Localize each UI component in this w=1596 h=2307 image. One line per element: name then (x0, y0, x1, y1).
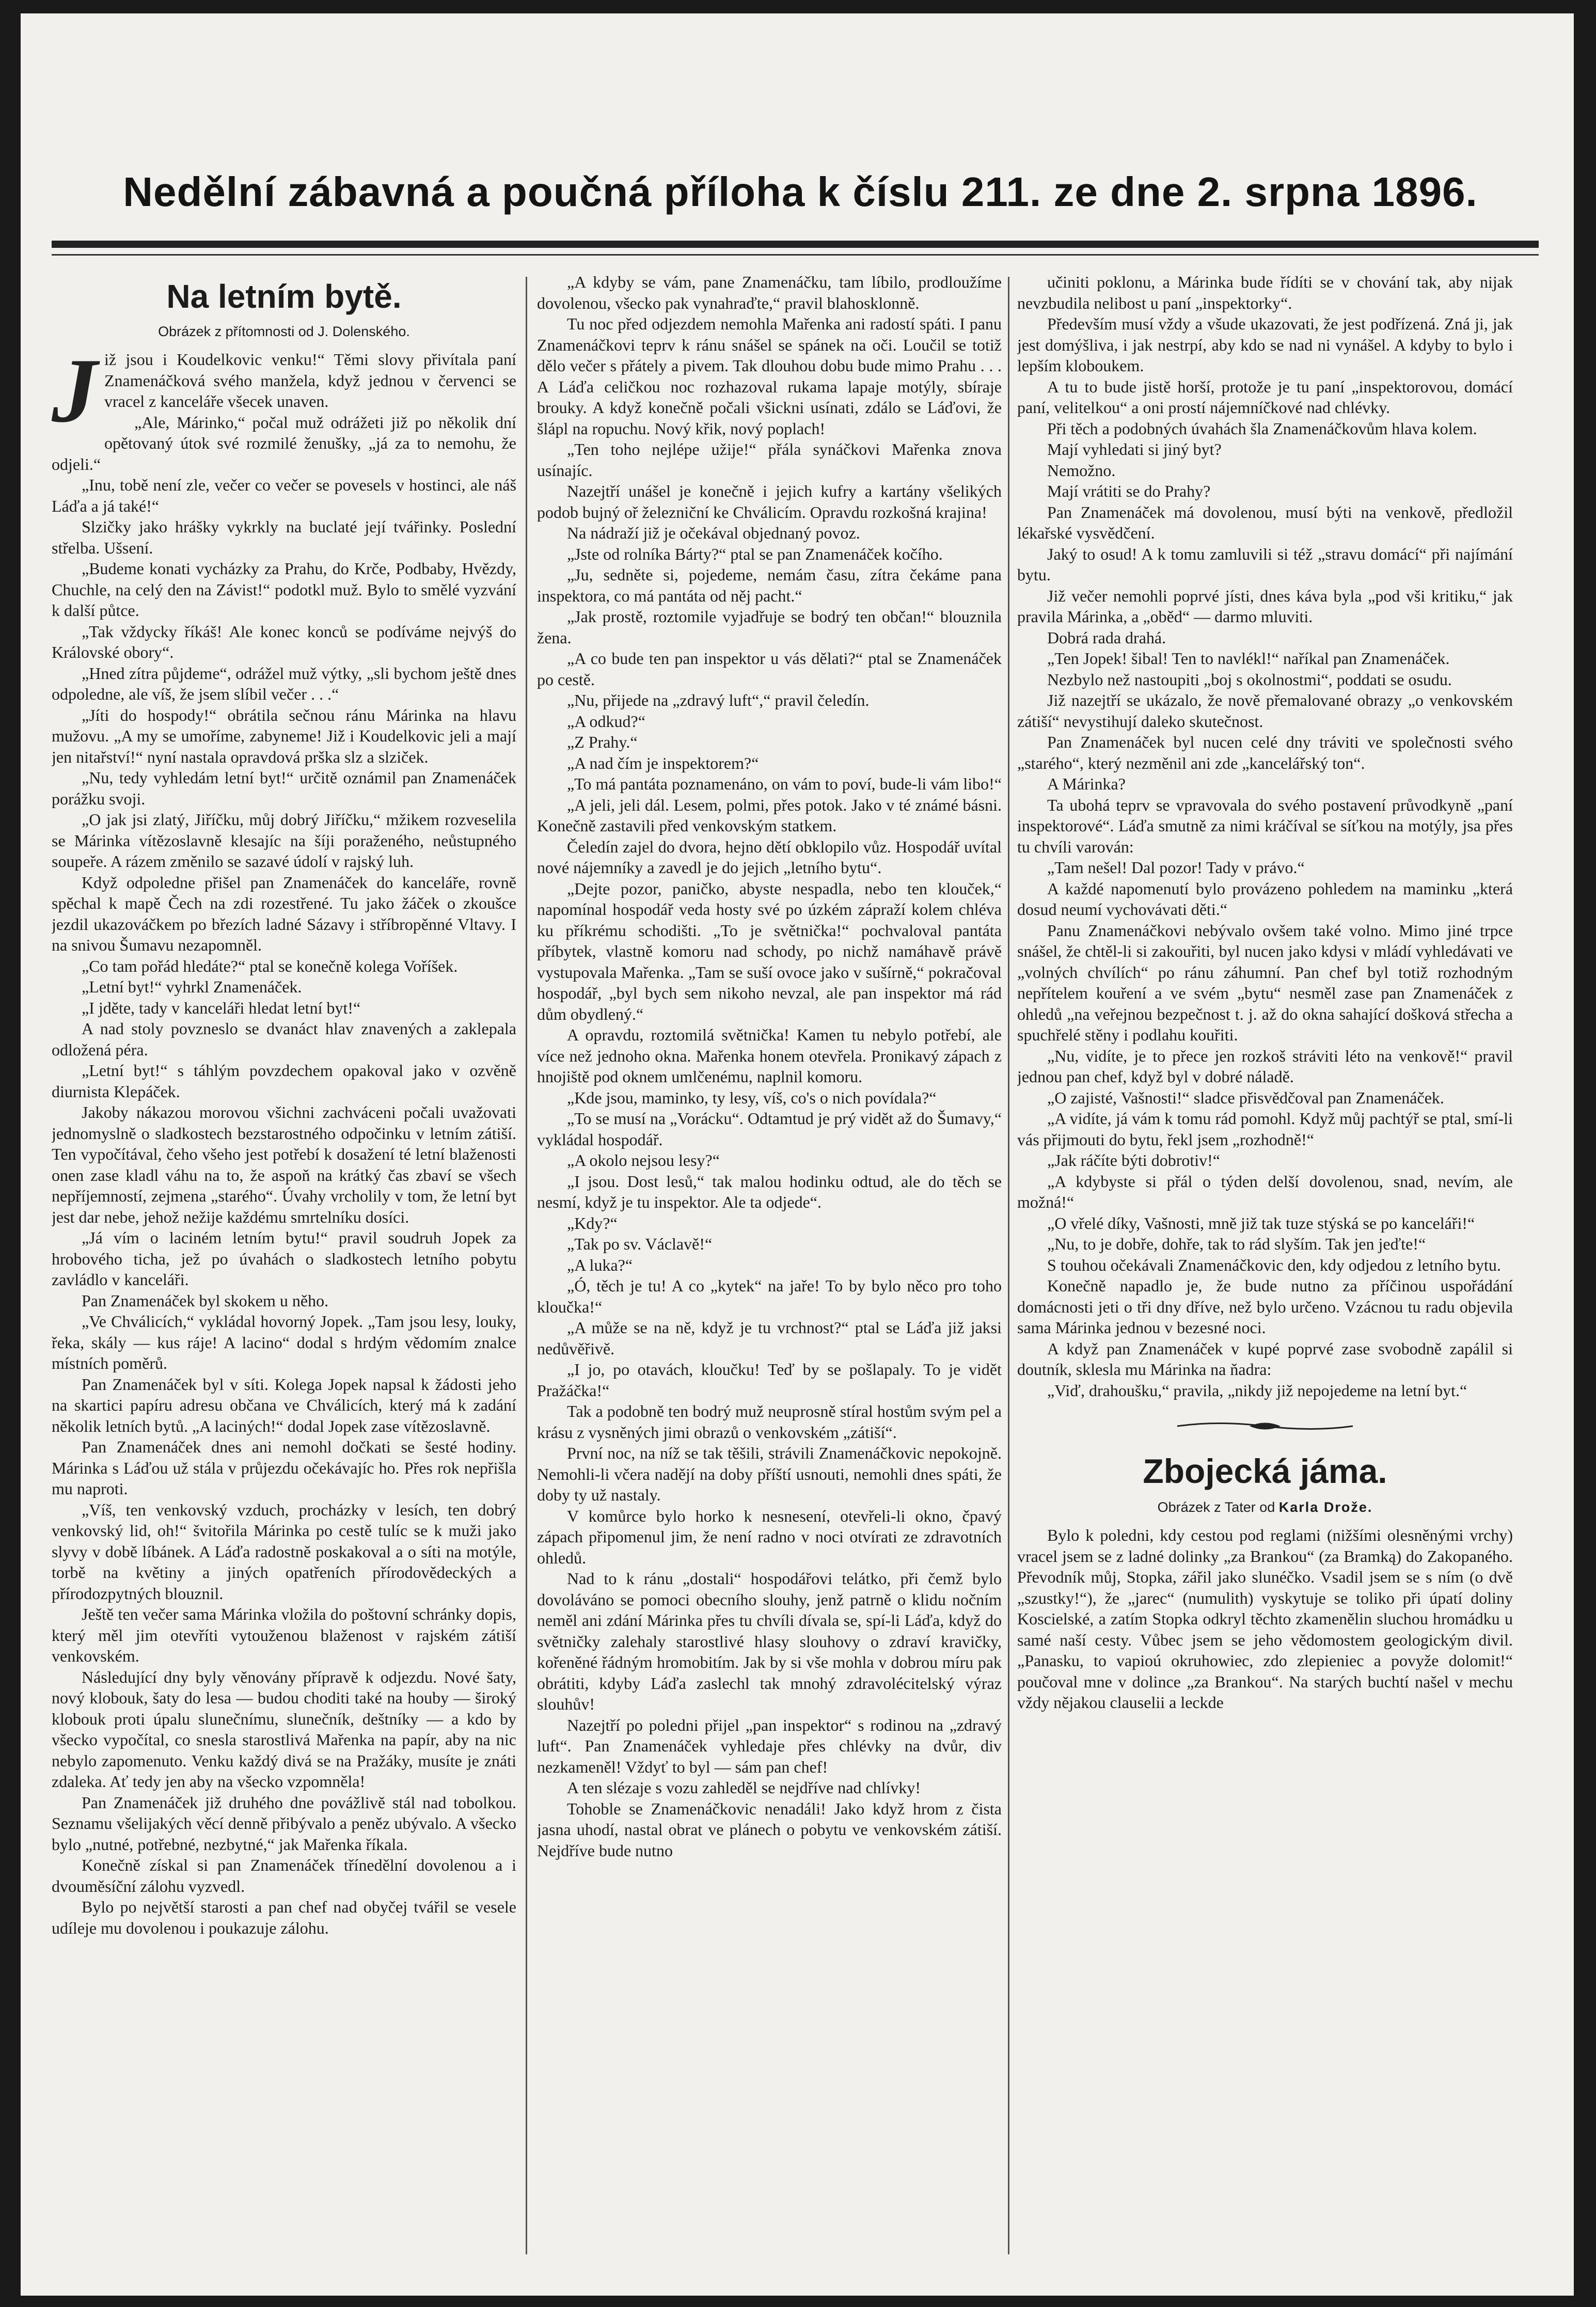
paragraph: „Co tam pořád hledáte?“ ptal se konečně kolega Voříšek. (82, 956, 458, 975)
paragraph: „Jak prostě, roztomile vyjadřuje se bodrý ten občan!“ blouznila žena. (537, 607, 1002, 647)
paragraph: Nad to k ránu „dostali“ hospodářovi telátko, při čemž bylo dovoláváno se pomoci obecního slouhy, jenž patrně o klidu nočním neměl ani zdání Márinka přes tu chvíli dívala se, spí-li Láďa, když do světničky zalehaly starostlivé hlasy slouhovy o zdraví kravičky, kořeněné řádným hromobitím. Jak by si vše mohla v dobrou míru pak obrátiti, kdyby Láďa zaslechl tak mnohý zdravolécitelský výraz slouhův! (537, 1569, 1002, 1713)
paragraph: Pan Znamenáček byl skokem u něho. (82, 1291, 329, 1310)
paragraph: „Viď, drahoušku,“ pravila, „nikdy již nepojedeme na letní byt.“ (1047, 1381, 1467, 1400)
paragraph: Již večer nemohli poprvé jísti, dnes káva byla „pod vši kritiku,“ jak pravila Márinka, a „oběd“ — darmo mluviti. (1017, 586, 1513, 626)
newspaper-page (21, 13, 1574, 2296)
paragraph: Konečně napadlo je, že bude nutno za příčinou uspořádání domácnosti jeti o tři dny dříve, než bylo určeno. Vzácnou tu radu objevila sama Márinka jednou v bezesné noci. (1017, 1276, 1513, 1337)
paragraph: Bylo po největší starosti a pan chef nad obyčej tvářil se vesele udíleje mu dovolenou i poukazuje zálohu. (52, 1898, 516, 1937)
lead-text: iž jsou i Koudelkovic venku!“ Těmi slovy přivítala paní Znamenáčková svého manžela, když jednou v červenci se vracel z kanceláře všecek unaven. (104, 350, 516, 410)
masthead: Nedělní zábavná a poučná příloha k číslu 211. ze dne 2. srpna 1896. (123, 169, 1478, 215)
paragraph: „A okolo nejsou lesy?“ (567, 1151, 720, 1170)
paragraph: „Letní byt!“ s táhlým povzdechem opakoval jako v ozvěně diurnista Klepáček. (52, 1061, 516, 1101)
paragraph: „I jsou. Dost lesů,“ tak malou hodinku odtud, ale do těch se nesmí, když je tu inspektor. Ale ta odjede“. (537, 1172, 1002, 1211)
paragraph: „I jděte, tady v kanceláři hledat letní byt!“ (82, 998, 361, 1017)
paragraph: Na nádraží již je očekával objednaný povoz. (567, 524, 860, 542)
paragraph: Pan Znamenáček byl v síti. Kolega Jopek napsal k žádosti jeho na skartici papíru adresu občana ve Chválicích, který má k zadání několik letních bytů. „A laciných!“ dodal Jopek zase vítězoslavně. (52, 1374, 516, 1435)
column-divider-1 (526, 277, 527, 2254)
paragraph: „Ve Chválicích,“ vykládal hovorný Jopek. „Tam jsou lesy, louky, řeka, skály — kus ráje! A lacino“ dodal s hrdým vědomím znalce místních poměrů. (52, 1312, 516, 1372)
article-2-author: Karla Drože. (1278, 1499, 1373, 1515)
paragraph: „Nu, tedy vyhledám letní byt!“ určitě oznámil pan Znamenáček porážku svoji. (52, 768, 516, 808)
paragraph: „Letní byt!“ vyhrkl Znamenáček. (82, 977, 302, 996)
paragraph: V komůrce bylo horko k nesnesení, otevřeli-li okno, čpavý zápach připomenul jim, že není radno v noci otvírati ze zdravotních ohledů. (537, 1506, 1002, 1567)
paragraph: „Tak vždycky říkáš! Ale konec konců se podíváme nejvýš do Královské obory“. (52, 622, 516, 661)
paragraph: „A kdybyste si přál o týden delší dovolenou, snad, nevím, ale možná!“ (1017, 1172, 1513, 1211)
paragraph: Již nazejtří se ukázalo, že nově přemalované obrazy „o venkovském zátiší“ nevystihují daleko skutečnost. (1017, 691, 1513, 731)
paragraph: Nemožno. (1047, 461, 1116, 480)
paragraph: učiniti poklonu, a Márinka bude řídíti se v chování tak, aby nijak nevzbudila nelibost u paní „inspektorky“. (1017, 273, 1513, 312)
paragraph: „A luka?“ (567, 1255, 633, 1274)
paragraph: Slzičky jako hrášky vykrkly na buclaté její tvářinky. Poslední střelba. Ušsení. (52, 517, 516, 557)
paragraph: „Jste od rolníka Bárty?“ ptal se pan Znamenáček kočího. (567, 544, 943, 563)
paragraph: „Inu, tobě není zle, večer co večer se povesels v hostinci, ale náš Láďa a já také!“ (52, 476, 516, 515)
paragraph: „Hned zítra půjdeme“, odrážel muž výtky, „sli bychom ještě dnes odpoledne, ale víš, že jsem slíbil večer . . .“ (52, 663, 516, 703)
column-2-body (537, 272, 1002, 1861)
article-title: Na letním bytě. (166, 278, 402, 315)
paragraph: „Kdy?“ (567, 1213, 618, 1232)
section-divider (1017, 1418, 1513, 1434)
paragraph: „Ó, těch je tu! A co „kytek“ na jaře! To by bylo něco pro toho kloučka!“ (537, 1276, 1002, 1316)
paragraph: A Márinka? (1047, 775, 1126, 793)
paragraph: Jakoby nákazou morovou všichni zachváceni počali uvažovati jednomyslně o sladkostech bezstarostného odpočinku v letním zátiší. Ten vypočítával, čeho všeho jest potřebí k dosažení té letní blaženosti onen zase kladl váhu na to, že aspoň na krátký čas zbaví se všech nepříjemností, zejmena „starého“. Úvahy vrcholily v tom, že letní byt jest dar nebe, jehož nežije každému smrtelníku dosíci. (52, 1103, 516, 1226)
column-1 (52, 272, 516, 2265)
paragraph: „Budeme konati vycházky za Prahu, do Krče, Podbaby, Hvězdy, Chuchle, na celý den na Závist!“ podotkl muž. Bylo to smělé vyzvání k další půtce. (52, 559, 516, 620)
paragraph: Nazejtří unášel je konečně i jejich kufry a kartány všelikých podob bujný oř železniční ke Chválicím. Opravdu rozkošná krajina! (537, 482, 1002, 522)
column-divider-2 (1008, 277, 1009, 2254)
paragraph: Nezbylo než nastoupiti „boj s okolnostmi“, poddati se osudu. (1047, 670, 1452, 689)
paragraph: A tu to bude jistě horší, protože je tu paní „inspektorovou, domácí paní, velitelkou“ a oni prostí nájemníčkové nad chlévky. (1017, 377, 1513, 417)
paragraph: „Ale, Márinko,“ počal muž odrážeti již po několik dní opětovaný útok své rozmilé ženušky, „já za to nemohu, že odjeli.“ (52, 413, 516, 473)
paragraph: Mají vrátiti se do Prahy? (1047, 482, 1211, 500)
paragraph: Konečně získal si pan Znamenáček třínedělní dovolenou a i dvouměsíční zálohu vyzvedl. (52, 1856, 516, 1895)
column-2 (537, 272, 1002, 2265)
article-2-subtitle (1017, 1495, 1513, 1520)
paragraph: A když pan Znamenáček v kupé poprvé zase svobodně zapálil si doutník, sklesla mu Márinka na ňadra: (1017, 1339, 1513, 1379)
article-2-subtitle-prefix: Obrázek z Tater od (1157, 1499, 1275, 1515)
paragraph: „Ten Jopek! šibal! Ten to navlékl!“ naříkal pan Znamenáček. (1047, 649, 1450, 668)
paragraph: „Já vím o laciném letním bytu!“ pravil soudruh Jopek za hrobového ticha, jež po úvahách o sladkostech letního pobytu zavládlo v kanceláři. (52, 1228, 516, 1289)
paragraph: „Jíti do hospody!“ obrátila sečnou ránu Márinka na hlavu mužovu. „A my se umoříme, zabyneme! Již i Koudelkovic jeli a mají jen nitařství!“ nyní nastala opravdová prška slz a slziček. (52, 705, 516, 766)
paragraph: „Jak ráčíte býti dobrotiv!“ (1047, 1151, 1220, 1170)
paragraph: „A může se na ně, když je tu vrchnost?“ ptal se Láďa již jaksi nedůvěřivě. (537, 1318, 1002, 1358)
paragraph: „Nu, vidíte, je to přece jen rozkoš stráviti léto na venkově!“ pravil jednou pan chef, když byl v dobré náladě. (1017, 1046, 1513, 1086)
article-2-paragraph: Bylo k poledni, kdy cestou pod reglami (nižšími olesněnými vrchy) vracel jsem se z ladné dolinky „za Brankou“ (za Bramką) do Zakopaného. Převodník můj, Stopka, zářil jako slunéčko. Vsadil jsem se s ním (o dvě „szustky!“), že „jarec“ (numulith) vyskytuje se toliko při úpatí doliny Koscielské, a zatím Stopka odkryl těchto zkamenělin sluchou hromádku u samé naší cesty. Vůbec jsem se jeho vědomostem geologickým divil. „Panasku, to vapioú okruhowiec, zdo zlepieniec a povyže dolomit!“ poučoval mne v dolince „za Brankou“. Na starých buchtí našel v mechu vždy nějakou clauselii a leckde (1017, 1526, 1513, 1712)
paragraph: „Ten toho nejlépe užije!“ přála synáčkovi Mařenka znova usínajíc. (537, 440, 1002, 480)
paragraph: Ta ubohá teprv se vpravovala do svého postavení průvodkyně „paní inspektorové“. Láďa smutně za nimi kráčíval se síťkou na motýly, jsa přes tu chvíli varován: (1017, 795, 1513, 856)
paragraph: První noc, na níž se tak těšili, strávili Znamenáčkovic nepokojně. Nemohli-li včera nadějí na doby příští usnouti, nemohli dnes spáti, že doby ty už nastaly. (537, 1444, 1002, 1504)
column-3-body (1017, 272, 1513, 1401)
paragraph: „O zajisté, Vašnosti!“ sladce přisvědčoval pan Znamenáček. (1047, 1088, 1444, 1107)
drop-cap-initial: J (52, 339, 98, 441)
paragraph: „I jo, po otavách, kloučku! Teď by se pošlapaly. To je vidět Pražáčka!“ (537, 1360, 1002, 1400)
paragraph: Panu Znamenáčkovi nebývalo ovšem také volno. Mimo jiné trpce snášel, že chtěl-li si zakouřiti, byl nucen jako kdysi v mládí vyhledávati ve „volných chvílích“ po ránu záhumní. Pan chef byl totiž rozhodným nepřítelem kouření a ve svém „bytu“ nesměl zase pan Znamenáček z ohledů „na veřejnou bezpečnost t. j. až do okna sahající došková střecha a spuchřelé stěny i podlahu kouřiti. (1017, 921, 1513, 1044)
paragraph: Mají vyhledati si jiný byt? (1047, 440, 1222, 459)
paragraph: „Dejte pozor, paničko, abyste nespadla, nebo ten klouček,“ napomínal hospodář veda hosty své po úzkém zápraží kolem chléva ku příkrému schodišti. „To je světnička!“ pochvaloval pantáta příbytek, vlastně komoru nad schody, po nichž namáhavě právě vystupovala Mařenka. „Tam se suší ovoce jako v sušírně,“ pokračoval hospodář, „byl bych sem nikoho nevzal, ale pan inspektor má rád dům obydlený.“ (537, 879, 1002, 1023)
paragraph: „To má pantáta poznamenáno, on vám to poví, bude-li vám libo!“ (567, 775, 1002, 793)
paragraph: „A kdyby se vám, pane Znamenáčku, tam líbilo, prodloužíme dovolenou, všecko pak vynahraďte,“ pravil blahosklonně. (537, 273, 1002, 312)
paragraph: Jaký to osud! A k tomu zamluvili si též „stravu domácí“ při najímání bytu. (1017, 544, 1513, 584)
paragraph: Dobrá rada drahá. (1047, 628, 1166, 647)
paragraph: Pan Znamenáček již druhého dne povážlivě stál nad tobolkou. Seznamu všelijakých věcí denně přibývalo a peněz ubývalo. A všecko bylo „nutné, potřebné, nezbytné,“ jak Mařenka říkala. (52, 1793, 516, 1854)
paragraph: „A odkud?“ (567, 712, 645, 731)
paragraph: Pan Znamenáček má dovolenou, musí býti na venkově, předložil lékařské vysvědčení. (1017, 502, 1513, 542)
paragraph: Tohoble se Znamenáčkovic nenadáli! Jako když hrom z čista jasna uhodí, nastal obrat ve plánech o pobytu ve venkovském zátiší. Nejdříve bude nutno (537, 1799, 1002, 1860)
column-1-body (52, 412, 516, 1939)
paragraph: „Ju, sedněte si, pojedeme, nemám času, zítra čekáme pana inspektora, co má pantáta od něj pacht.“ (537, 565, 1002, 605)
paragraph: „Tak po sv. Václavě!“ (567, 1235, 713, 1253)
paragraph: A nad stoly povzneslo se dvanáct hlav znavených a zaklepala odložená péra. (52, 1019, 516, 1059)
article-subtitle: Obrázek z přítomnosti od J. Dolenského. (158, 324, 410, 339)
paragraph: Pan Znamenáček dnes ani nemohl dočkati se šesté hodiny. Márinka s Láďou už stála v průjezdu očekávajíc ho. Přes rok nepřišla mu naproti. (52, 1437, 516, 1498)
paragraph: Následující dny byly věnovány přípravě k odjezdu. Nové šaty, nový klobouk, šaty do lesa — budou choditi také na houby — široký klobouk proti úpalu slunečnímu, slunečník, deštníky — a kdo by všecko vypočítal, co snesla starostlivá Mařenka na papír, aby na nic nebylo zapomenuto. Venku každý divá se na Pražáky, musíte je znáti zdaleka. Ať tedy jen aby na všecko vzpomněla! (52, 1667, 516, 1791)
paragraph: „Nu, to je dobře, dohře, tak to rád slyším. Tak jen jeďte!“ (1047, 1235, 1426, 1253)
paragraph: „A nad čím je inspektorem?“ (567, 753, 759, 772)
paragraph: A ten slézaje s vozu zahleděl se nejdříve nad chlívky! (567, 1778, 921, 1797)
paragraph: „Nu, přijede na „zdravý luft“,“ pravil čeledín. (567, 691, 870, 709)
paragraph: Tu noc před odjezdem nemohla Mařenka ani radostí spáti. I panu Znamenáčkovi teprv k ránu snášel se spánek na oči. Loučil se totiž dělo večer s přátely a pivem. Tak dlouhou dobu bude mimo Prahu . . . A Láďa celičkou noc rozhazoval rukama lapaje motýly, sbíraje brouky. A když konečně počali všickni usínati, zdálo se Láďovi, že šlápl na ropuchu. Nový křik, nový poplach! (537, 314, 1002, 438)
paragraph: „A vidíte, já vám k tomu rád pomohl. Když můj pachtýř se ptal, smí-li vás přijmouti do bytu, řekl jsem „rozhodně!“ (1017, 1109, 1513, 1149)
paragraph: „Kde jsou, maminko, ty lesy, víš, co's o nich povídala?“ (567, 1088, 937, 1107)
column-3 (1017, 272, 1513, 2265)
paragraph: A opravdu, roztomilá světnička! Kamen tu nebylo potřebí, ale více než jednoho okna. Mařenka honem otevřela. Pronikavý zápach z hnojiště pod oknem umlčenému, naplnil komoru. (537, 1025, 1002, 1086)
paragraph: „Tam nešel! Dal pozor! Tady v právo.“ (1047, 858, 1305, 877)
paragraph: Nazejtří po poledni přijel „pan inspektor“ s rodinou na „zdravý luft“. Pan Znamenáček vyhledaje přes chlévky na dvůr, div nezkameněl! Vždyť to byl — sám pan chef! (537, 1715, 1002, 1776)
paragraph: „A jeli, jeli dál. Lesem, polmi, přes potok. Jako v té známé básni. Konečně zastavili před venkovským statkem. (537, 795, 1002, 835)
paragraph: Při těch a podobných úvahách šla Znamenáčkovům hlava kolem. (1047, 419, 1477, 438)
paragraph: A každé napomenutí bylo provázeno pohledem na maminku „která dosud neumí vychovávati děti.“ (1017, 879, 1513, 919)
paragraph: Když odpoledne přišel pan Znamenáček do kanceláře, rovně spěchal k mapě Čech na zdi rozestřené. Tu jako žáček o zkoušce jezdil ukazováčkem po březích ladné Sázavy i stříbropěnné Vltavy. I na snivou Šumavu nezapomněl. (52, 873, 516, 954)
paragraph: Ještě ten večer sama Márinka vložila do poštovní schránky dopis, který měl jim otevříti vytouženou blaženost v rajském zátiší venkovském. (52, 1605, 516, 1665)
masthead-rule-thin (52, 254, 1539, 256)
paragraph: „A co bude ten pan inspektor u vás dělati?“ ptal se Znamenáček po cestě. (537, 649, 1002, 689)
paragraph: Tak a podobně ten bodrý muž neuprosně stíral hostům svým pel a krásu z vysněných jimi obrazů o venkovském „zátiší“. (537, 1402, 1002, 1442)
masthead-rule-thick (52, 241, 1539, 248)
paragraph: „Z Prahy.“ (567, 733, 638, 751)
paragraph: Pan Znamenáček byl nucen celé dny tráviti ve společnosti svého „starého“, který nezměnil ani zde „kancelářský ton“. (1017, 733, 1513, 772)
paragraph: Čeledín zajel do dvora, hejno dětí obklopilo vůz. Hospodář uvítal nové nájemníky a zavedl je do jejich „letního bytu“. (537, 837, 1002, 877)
paragraph: „O vřelé díky, Vašnosti, mně již tak tuze stýská se po kanceláři!“ (1047, 1213, 1475, 1232)
article-2-title: Zbojecká jáma. (1143, 1452, 1387, 1490)
paragraph: Především musí vždy a všude ukazovati, že jest podřízená. Zná ji, jak jest domýšliva, i jak nestrpí, aby kdo se nad ni vynášel. A kdyby to bylo i lepším kloboukem. (1017, 314, 1513, 375)
paragraph: „To se musí na „Vorácku“. Odtamtud je prý vidět až do Šumavy,“ vykládal hospodář. (537, 1109, 1002, 1149)
paragraph: „Víš, ten venkovský vzduch, procházky v lesích, ten dobrý venkovský lid, oh!“ švitořila Márinka po cestě tulíc se k muži jako slyvy v době líbánek. A Láďa radostně poskakoval a o síti na motýle, torbě na květiny a jiných opatřeních přírodovědeckých a přírodozpytných blouznil. (52, 1500, 516, 1603)
paragraph: „O jak jsi zlatý, Jiříčku, můj dobrý Jiříčku,“ mžikem rozveselila se Márinka vítězoslavně klesajíc na šíji poraženého, neůstupného soupeře. A rázem změnilo se sazavé údolí v rajský luh. (52, 810, 516, 871)
paragraph: S touhou očekávali Znamenáčkovic den, kdy odjedou z letního bytu. (1047, 1255, 1501, 1274)
article-lead (52, 339, 516, 441)
ornament-divider-icon (1172, 1418, 1358, 1434)
